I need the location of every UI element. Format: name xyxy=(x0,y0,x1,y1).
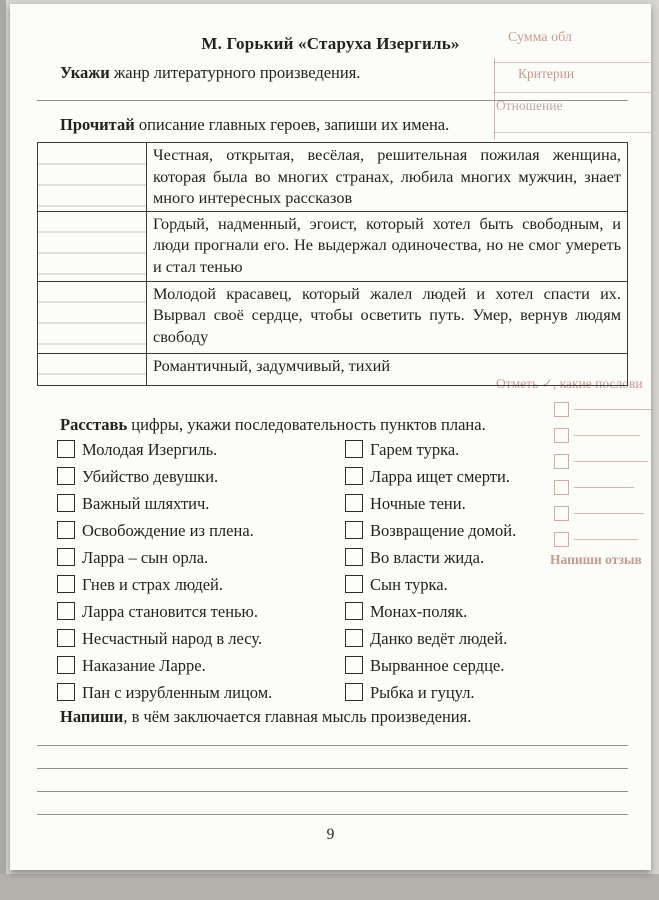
page-title: М. Горький «Старуха Изергиль» xyxy=(201,34,460,53)
plan-column-right xyxy=(345,440,516,701)
plan-number-box[interactable] xyxy=(345,629,363,647)
plan-item xyxy=(345,467,516,485)
plan-number-box[interactable] xyxy=(345,521,363,539)
plan-item-label: Ларра ищет смерти. xyxy=(370,466,510,486)
bleed-text-line xyxy=(574,487,634,488)
plan-number-box[interactable] xyxy=(57,494,75,512)
bleed-checkbox xyxy=(554,506,569,521)
task-plan-lead: Расставь xyxy=(60,415,128,434)
plan-item-label: Сын турка. xyxy=(370,574,448,594)
plan-item xyxy=(345,494,516,512)
scan-edge-bottom xyxy=(0,874,659,900)
plan-item-label: Во власти жида. xyxy=(370,547,485,567)
task-genre-lead: Укажи xyxy=(60,63,110,82)
bleed-text-fragment: Критерии xyxy=(518,66,575,81)
table-row xyxy=(38,143,628,212)
plan-item xyxy=(345,575,516,593)
heroes-table xyxy=(37,142,628,386)
task-read-lead: Прочитай xyxy=(60,115,135,134)
bleed-table-line xyxy=(494,92,651,93)
table-row xyxy=(38,281,628,353)
main-idea-answer-line[interactable] xyxy=(37,745,628,746)
plan-item-label: Наказание Ларре. xyxy=(82,655,206,675)
bleed-text-fragment: Отношение xyxy=(496,98,563,113)
plan-item-label: Вырванное сердце. xyxy=(370,655,505,675)
bleed-checkbox xyxy=(554,454,569,469)
plan-item xyxy=(345,629,516,647)
plan-item xyxy=(57,629,272,647)
plan-number-box[interactable] xyxy=(57,575,75,593)
plan-item-label: Рыбка и гуцул. xyxy=(370,682,475,702)
plan-item-label: Молодая Изергиль. xyxy=(82,439,218,459)
plan-item-label: Убийство девушки. xyxy=(82,466,219,486)
plan-item-label: Важный шляхтич. xyxy=(82,493,210,513)
main-idea-answer-line[interactable] xyxy=(37,768,628,769)
worksheet-page xyxy=(10,4,651,870)
plan-item-label: Ночные тени. xyxy=(370,493,466,513)
plan-number-box[interactable] xyxy=(345,575,363,593)
plan-number-box[interactable] xyxy=(345,602,363,620)
plan-column-left xyxy=(57,440,272,701)
table-row xyxy=(38,211,628,281)
plan-number-box[interactable] xyxy=(57,629,75,647)
task-main-idea xyxy=(60,706,621,727)
plan-number-box[interactable] xyxy=(345,467,363,485)
plan-item xyxy=(57,494,272,512)
plan-number-box[interactable] xyxy=(345,494,363,512)
plan-number-box[interactable] xyxy=(57,440,75,458)
plan-number-box[interactable] xyxy=(345,440,363,458)
hero-description: Честная, открытая, весёлая, решительная пожилая женщина, которая была во многих странах, любила многих мужчин, знает много интересных рассказов xyxy=(147,143,628,212)
bleed-text-line xyxy=(574,539,638,540)
bleed-text-line xyxy=(574,435,640,436)
hero-description: Романтичный, задумчивый, тихий xyxy=(147,353,628,385)
plan-item xyxy=(57,683,272,701)
plan-item xyxy=(345,656,516,674)
task-genre xyxy=(60,62,621,83)
hero-name-cell[interactable] xyxy=(38,211,147,281)
bleed-text-line xyxy=(574,409,651,410)
plan-item xyxy=(57,467,272,485)
page-number: 9 xyxy=(326,826,335,843)
task-main-idea-lead: Напиши xyxy=(60,707,124,726)
bleed-checkbox xyxy=(554,480,569,495)
plan-item-label: Несчастный народ в лесу. xyxy=(82,628,263,648)
plan-item xyxy=(57,575,272,593)
table-row xyxy=(38,353,628,385)
plan-number-box[interactable] xyxy=(57,683,75,701)
plan-item xyxy=(345,602,516,620)
task-read-text: описание главных героев, запиши их имена. xyxy=(134,115,450,134)
task-read xyxy=(60,114,621,135)
plan-item xyxy=(57,440,272,458)
plan-item xyxy=(345,440,516,458)
plan-item xyxy=(57,521,272,539)
plan-item-label: Данко ведёт людей. xyxy=(370,628,508,648)
bleed-text-fragment: Отметь ✓, какие послови xyxy=(496,376,643,391)
plan-item-label: Монах-поляк. xyxy=(370,601,468,621)
plan-item xyxy=(57,548,272,566)
hero-description: Гордый, надменный, эгоист, который хотел быть свободным, и люди прогнали его. Не выдержал одиночества, но не смог умереть и стал тенью xyxy=(147,211,628,281)
plan-item-label: Пан с изрубленным лицом. xyxy=(82,682,273,702)
plan-number-box[interactable] xyxy=(57,548,75,566)
scan-edge-left xyxy=(0,0,6,900)
bleed-checkbox xyxy=(554,532,569,547)
main-idea-answer-line[interactable] xyxy=(37,791,628,792)
task-plan xyxy=(60,414,621,435)
plan-number-box[interactable] xyxy=(57,602,75,620)
plan-item-label: Возвращение домой. xyxy=(370,520,517,540)
plan-item xyxy=(345,548,516,566)
plan-item xyxy=(345,683,516,701)
plan-number-box[interactable] xyxy=(57,521,75,539)
hero-name-cell[interactable] xyxy=(38,353,147,385)
bleed-text-fragment: Сумма обл xyxy=(508,30,572,45)
main-idea-answer-line[interactable] xyxy=(37,814,628,815)
task-genre-text: жанр литературного произведения. xyxy=(109,63,361,82)
plan-item xyxy=(57,602,272,620)
plan-number-box[interactable] xyxy=(345,683,363,701)
bleed-text-line xyxy=(574,513,644,514)
hero-name-cell[interactable] xyxy=(38,281,147,353)
genre-answer-line[interactable] xyxy=(37,100,628,101)
plan-item-label: Ларра – сын орла. xyxy=(82,547,209,567)
bleed-text-fragment: Напиши отзыв xyxy=(550,552,642,567)
plan-number-box[interactable] xyxy=(57,656,75,674)
plan-number-box[interactable] xyxy=(57,467,75,485)
plan-item xyxy=(345,521,516,539)
plan-number-box[interactable] xyxy=(345,656,363,674)
plan-item xyxy=(57,656,272,674)
plan-item-label: Освобождение из плена. xyxy=(82,520,254,540)
plan-item-label: Гарем турка. xyxy=(370,439,460,459)
plan-item-label: Ларра становится тенью. xyxy=(82,601,259,621)
hero-name-cell[interactable] xyxy=(38,143,147,212)
bleed-text-line xyxy=(574,461,648,462)
plan-number-box[interactable] xyxy=(345,548,363,566)
task-main-idea-text: , в чём заключается главная мысль произведения. xyxy=(123,707,472,726)
task-plan-text: цифры, укажи последовательность пунктов плана. xyxy=(127,415,486,434)
hero-description: Молодой красавец, который жалел людей и хотел спасти их. Вырвал своё сердце, чтобы осветить путь. Умер, вернув людям свободу xyxy=(147,281,628,353)
plan-item-label: Гнев и страх людей. xyxy=(82,574,224,594)
